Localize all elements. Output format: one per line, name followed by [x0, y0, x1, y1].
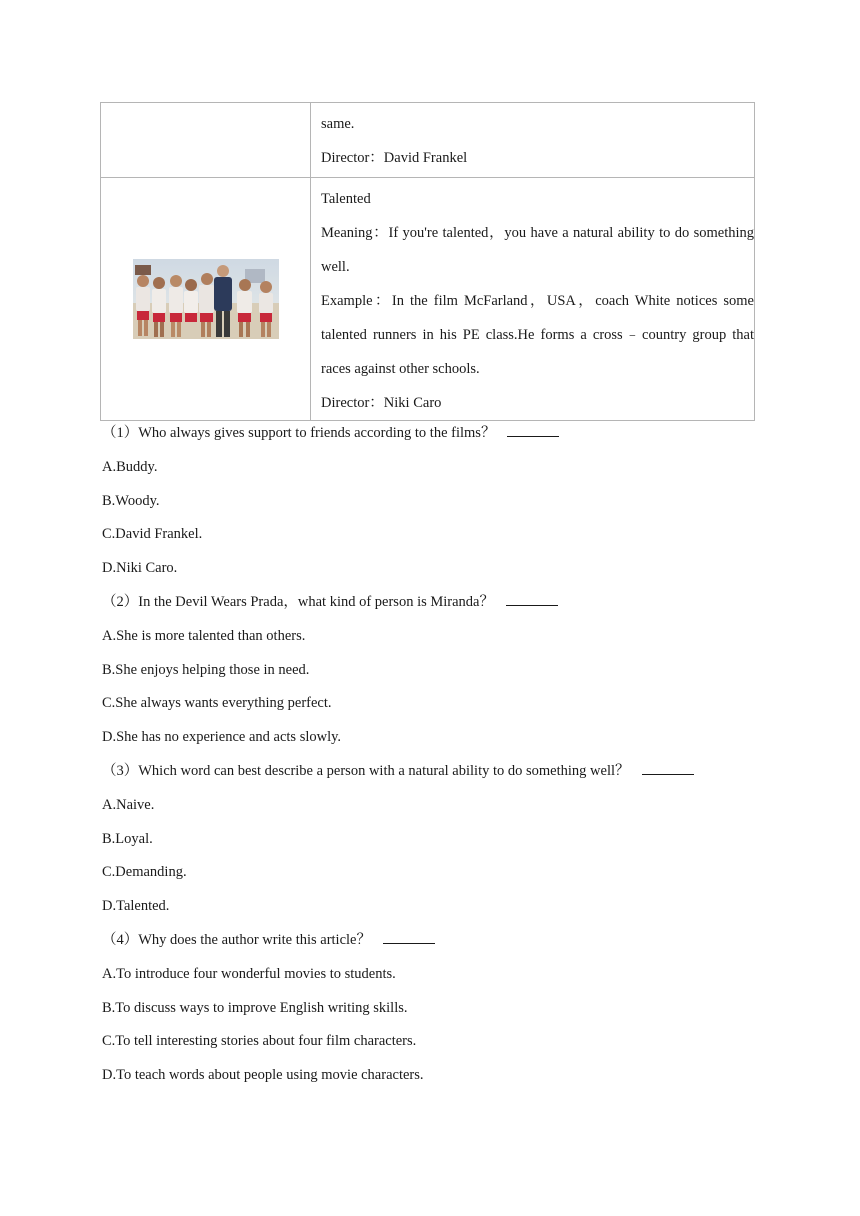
answer-option[interactable]: B.To discuss ways to improve English writing skills.: [102, 999, 408, 1016]
vocabulary-table: [100, 102, 755, 421]
meaning-line: well.: [321, 259, 350, 275]
answer-option[interactable]: D.Niki Caro.: [102, 560, 178, 577]
question-block: [102, 924, 762, 1093]
director-line: Director：David Frankel: [321, 150, 468, 166]
question-block: [102, 755, 762, 924]
movie-still-runners-image: [133, 259, 279, 339]
meaning-line: Meaning：If you're talented，you have a natural ability to do something: [321, 225, 754, 241]
answer-option[interactable]: A.To introduce four wonderful movies to students.: [102, 965, 396, 982]
question-list: [102, 417, 762, 1093]
answer-option[interactable]: A.Buddy.: [102, 458, 158, 475]
answer-option[interactable]: C.She always wants everything perfect.: [102, 695, 332, 712]
text-line: same.: [321, 116, 355, 132]
question-block: [102, 586, 762, 755]
answer-blank[interactable]: [383, 929, 435, 944]
director-line: Director：Niki Caro: [321, 395, 442, 411]
answer-option[interactable]: A.She is more talented than others.: [102, 627, 306, 644]
image-cell: [101, 178, 311, 421]
example-line: Example：In the film McFarland，USA，coach White notices some: [321, 293, 754, 309]
question-stem: （2）In the Devil Wears Prada，what kind of person is Miranda？: [102, 593, 494, 610]
answer-option[interactable]: B.Loyal.: [102, 830, 153, 847]
table-row: [101, 103, 755, 178]
answer-blank[interactable]: [507, 422, 559, 437]
answer-option[interactable]: D.She has no experience and acts slowly.: [102, 729, 342, 746]
question-stem: （3）Which word can best describe a person with a natural ability to do something well？: [102, 762, 630, 779]
answer-option[interactable]: B.Woody.: [102, 492, 160, 509]
text-cell: [311, 103, 755, 178]
answer-option[interactable]: D.Talented.: [102, 898, 170, 915]
answer-blank[interactable]: [642, 760, 694, 775]
answer-option[interactable]: C.David Frankel.: [102, 526, 203, 543]
example-line: talented runners in his PE class.He forms a cross﹣country group that: [321, 327, 754, 343]
answer-option[interactable]: B.She enjoys helping those in need.: [102, 661, 310, 678]
answer-option[interactable]: D.To teach words about people using movie characters.: [102, 1067, 424, 1084]
question-block: [102, 417, 762, 586]
answer-option[interactable]: C.To tell interesting stories about four film characters.: [102, 1033, 417, 1050]
example-line: races against other schools.: [321, 361, 480, 377]
answer-option[interactable]: A.Naive.: [102, 796, 155, 813]
vocab-word: Talented: [321, 191, 371, 207]
answer-blank[interactable]: [506, 591, 558, 606]
image-cell-empty: [101, 103, 311, 178]
question-stem: （4）Why does the author write this article？: [102, 931, 371, 948]
answer-option[interactable]: C.Demanding.: [102, 864, 187, 881]
question-stem: （1）Who always gives support to friends according to the films？: [102, 425, 496, 441]
table-row: [101, 178, 755, 421]
text-cell: [311, 178, 755, 421]
